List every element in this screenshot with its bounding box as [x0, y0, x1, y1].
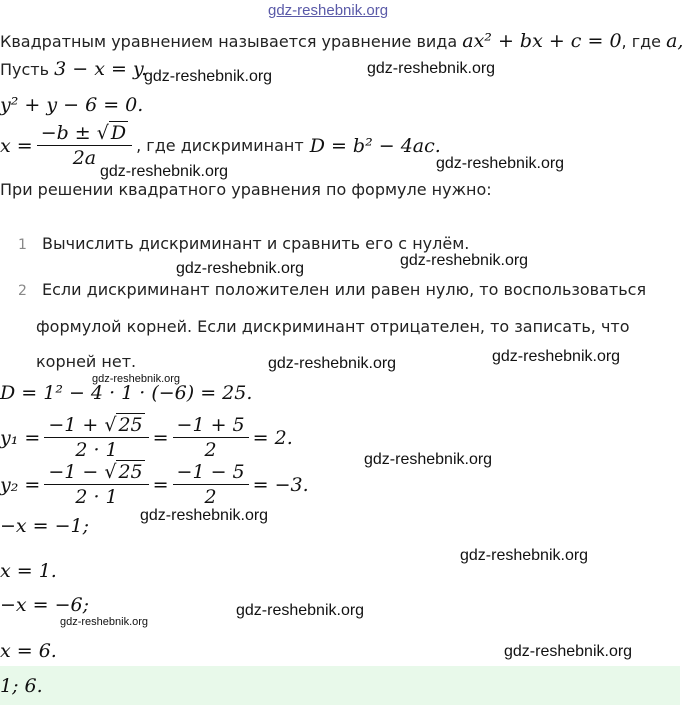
- watermark: gdz-reshebnik.org: [367, 60, 496, 77]
- equation-step: −x = −1;: [0, 515, 90, 537]
- y2-denominator-2: 2: [204, 486, 217, 508]
- y2-eq: =: [152, 473, 169, 496]
- roots-denominator: 2a: [72, 147, 97, 169]
- discriminant-text: , где дискриминант: [136, 136, 304, 155]
- quadratic-formula: ax² + bx + c = 0: [462, 30, 622, 52]
- y1-result: = 2.: [252, 426, 293, 449]
- line-substitution: [0, 58, 147, 80]
- discriminant-calc: D = 1² − 4 · 1 · (−6) = 25.: [0, 382, 253, 404]
- definition-suffix: , где: [621, 32, 662, 51]
- y2-numerator-2: −1 − 5: [173, 461, 249, 485]
- root-y2: [0, 461, 309, 508]
- equation-step: x = 1.: [0, 560, 57, 582]
- sqrt-symbol: √ 25: [104, 461, 143, 483]
- y2-numerator: −1 −: [48, 461, 99, 483]
- watermark: gdz-reshebnik.org: [236, 602, 365, 619]
- list-item: [18, 234, 469, 253]
- y1-lhs: y₁ =: [0, 426, 41, 449]
- root-y1: [0, 414, 293, 461]
- watermark: gdz-reshebnik.org: [492, 348, 621, 365]
- list-item: [18, 280, 646, 299]
- instructions-heading: При решении квадратного уравнения по формуле нужно:: [0, 180, 492, 199]
- answer-value: 1; 6.: [0, 675, 43, 697]
- watermark: gdz-reshebnik.org: [60, 616, 149, 628]
- y1-numerator: −1 +: [48, 414, 99, 436]
- list-item-text: Если дискриминант положителен или равен нулю, то воспользоваться: [42, 280, 647, 299]
- watermark: gdz-reshebnik.org: [268, 355, 397, 372]
- y2-lhs: y₂ =: [0, 473, 41, 496]
- answer-box: [0, 666, 680, 705]
- line-roots-formula: [0, 122, 441, 169]
- watermark: gdz-reshebnik.org: [400, 252, 529, 269]
- y2-fraction: [44, 461, 148, 508]
- sqrt-radicand: D: [110, 122, 127, 144]
- discriminant-formula: D = b² − 4ac.: [309, 134, 441, 157]
- watermark: gdz-reshebnik.org: [144, 68, 273, 85]
- list-item-text: корней нет.: [36, 352, 137, 371]
- equation-y: y² + y − 6 = 0.: [0, 94, 144, 116]
- list-item-number: 2: [18, 283, 27, 299]
- sqrt-symbol: √ D: [96, 122, 127, 144]
- roots-fraction: [37, 122, 132, 169]
- equation-step: −x = −6;: [0, 594, 90, 616]
- definition-text: Квадратным уравнением называется уравнение вида: [0, 32, 458, 51]
- roots-lhs: x =: [0, 134, 33, 157]
- list-item-number: 1: [18, 237, 27, 253]
- watermark: gdz-reshebnik.org: [92, 373, 181, 385]
- y1-radicand: 25: [118, 414, 143, 436]
- line-definition: [0, 30, 683, 52]
- y1-denominator-2: 2: [204, 439, 217, 461]
- watermark: gdz-reshebnik.org: [140, 507, 269, 524]
- y1-fraction-2: [173, 414, 249, 461]
- y1-numerator-2: −1 + 5: [173, 414, 249, 438]
- watermark: gdz-reshebnik.org: [176, 260, 305, 277]
- substitution-text: Пусть: [0, 60, 50, 79]
- equation-step: x = 6.: [0, 640, 57, 662]
- y2-denominator: 2 · 1: [75, 486, 118, 508]
- y2-radicand: 25: [118, 461, 143, 483]
- watermark: gdz-reshebnik.org: [364, 451, 493, 468]
- y1-eq: =: [152, 426, 169, 449]
- list-item-text: Вычислить дискриминант и сравнить его с нулём.: [42, 234, 470, 253]
- y1-denominator: 2 · 1: [75, 439, 118, 461]
- y2-fraction-2: [173, 461, 249, 508]
- watermark: gdz-reshebnik.org: [436, 155, 565, 172]
- definition-var: a,: [666, 30, 683, 52]
- y1-fraction: [44, 414, 148, 461]
- substitution-formula: 3 − x = y.: [54, 58, 148, 80]
- watermark: gdz-reshebnik.org: [504, 643, 633, 660]
- sqrt-symbol: √ 25: [104, 414, 143, 436]
- roots-numerator: −b ±: [40, 122, 91, 144]
- watermark-top[interactable]: gdz-reshebnik.org: [268, 2, 389, 19]
- y2-result: = −3.: [252, 473, 309, 496]
- watermark: gdz-reshebnik.org: [460, 547, 589, 564]
- watermark: gdz-reshebnik.org: [100, 163, 229, 180]
- list-item-text: формулой корней. Если дискриминант отрицателен, то записать, что: [36, 317, 630, 336]
